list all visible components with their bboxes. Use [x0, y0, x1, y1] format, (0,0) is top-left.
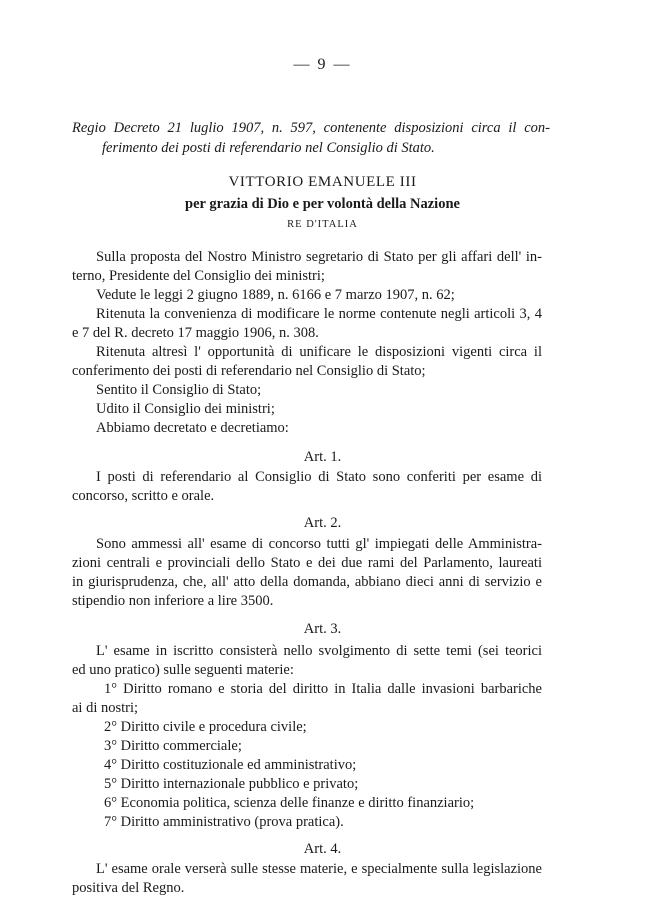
article-1-line: concorso, scritto e orale. — [72, 488, 215, 504]
preamble-line: Ritenuta altresì l' opportunità di unificare le disposizioni vigenti circa il — [96, 344, 542, 360]
article-3-line: ai di nostri; — [72, 700, 139, 716]
article-2-line: Sono ammessi all' esame di concorso tutti gl' impiegati delle Amministra- — [96, 536, 542, 552]
article-2-line: zioni centrali e provinciali dello Stato e dei due rami del Parlamento, laureati — [72, 555, 542, 571]
article-3-subject: 5° Diritto internazionale pubblico e privato; — [104, 776, 359, 792]
article-4-line: positiva del Regno. — [72, 880, 185, 896]
article-3-subject: 4° Diritto costituzionale ed amministrativo; — [104, 757, 357, 773]
preamble-line: terno, Presidente del Consiglio dei ministri; — [72, 268, 325, 284]
king-of-italy-title: RE D'ITALIA — [287, 219, 358, 230]
article-1-line: I posti di referendario al Consiglio di Stato sono conferiti per esame di — [96, 469, 542, 485]
article-3-subject: 2° Diritto civile e procedura civile; — [104, 719, 307, 735]
preamble-line: Ritenuta la convenienza di modificare le norme contenute negli articoli 3, 4 — [96, 306, 542, 322]
article-4-line: L' esame orale verserà sulle stesse materie, e specialmente sulla legislazione — [96, 861, 542, 877]
article-3-subject: 7° Diritto amministrativo (prova pratica). — [104, 814, 344, 830]
article-3-subject: 6° Economia politica, scienza delle finanze e diritto finanziario; — [104, 795, 475, 811]
sovereign-name: VITTORIO EMANUELE III — [228, 174, 417, 190]
article-3-heading: Art. 3. — [303, 621, 342, 637]
preamble-line: e 7 del R. decreto 17 maggio 1906, n. 308. — [72, 325, 319, 341]
article-2-heading: Art. 2. — [303, 515, 342, 531]
article-2-line: in giurisprudenza, che, all' atto della domanda, abbiano dieci anni di servizio e — [72, 574, 542, 590]
preamble-line: Sentito il Consiglio di Stato; — [96, 382, 262, 398]
grace-formula: per grazia di Dio e per volontà della Nazione — [185, 196, 460, 212]
page-number: — 9 — — [293, 56, 352, 73]
decree-title-line-2: ferimento dei posti di referendario nel Consiglio di Stato. — [102, 140, 435, 156]
article-3-subject: 1° Diritto romano e storia del diritto in Italia dalle invasioni barbariche — [104, 681, 542, 697]
article-3-line: ed uno pratico) sulle seguenti materie: — [72, 662, 294, 678]
preamble-line: Sulla proposta del Nostro Ministro segretario di Stato per gli affari dell' in- — [96, 249, 542, 265]
article-4-heading: Art. 4. — [303, 841, 342, 857]
decree-title-line-1: Regio Decreto 21 luglio 1907, n. 597, contenente disposizioni circa il con- — [72, 120, 550, 136]
article-2-line: stipendio non inferiore a lire 3500. — [72, 593, 274, 609]
preamble-line: Abbiamo decretato e decretiamo: — [96, 420, 289, 436]
article-3-subject: 3° Diritto commerciale; — [104, 738, 242, 754]
preamble-line: Vedute le leggi 2 giugno 1889, n. 6166 e 7 marzo 1907, n. 62; — [96, 287, 455, 303]
article-3-line: L' esame in iscritto consisterà nello svolgimento di sette temi (sei teorici — [96, 643, 542, 659]
preamble-line: Udito il Consiglio dei ministri; — [96, 401, 275, 417]
preamble-line: conferimento dei posti di referendario nel Consiglio di Stato; — [72, 363, 426, 379]
article-1-heading: Art. 1. — [303, 449, 342, 465]
